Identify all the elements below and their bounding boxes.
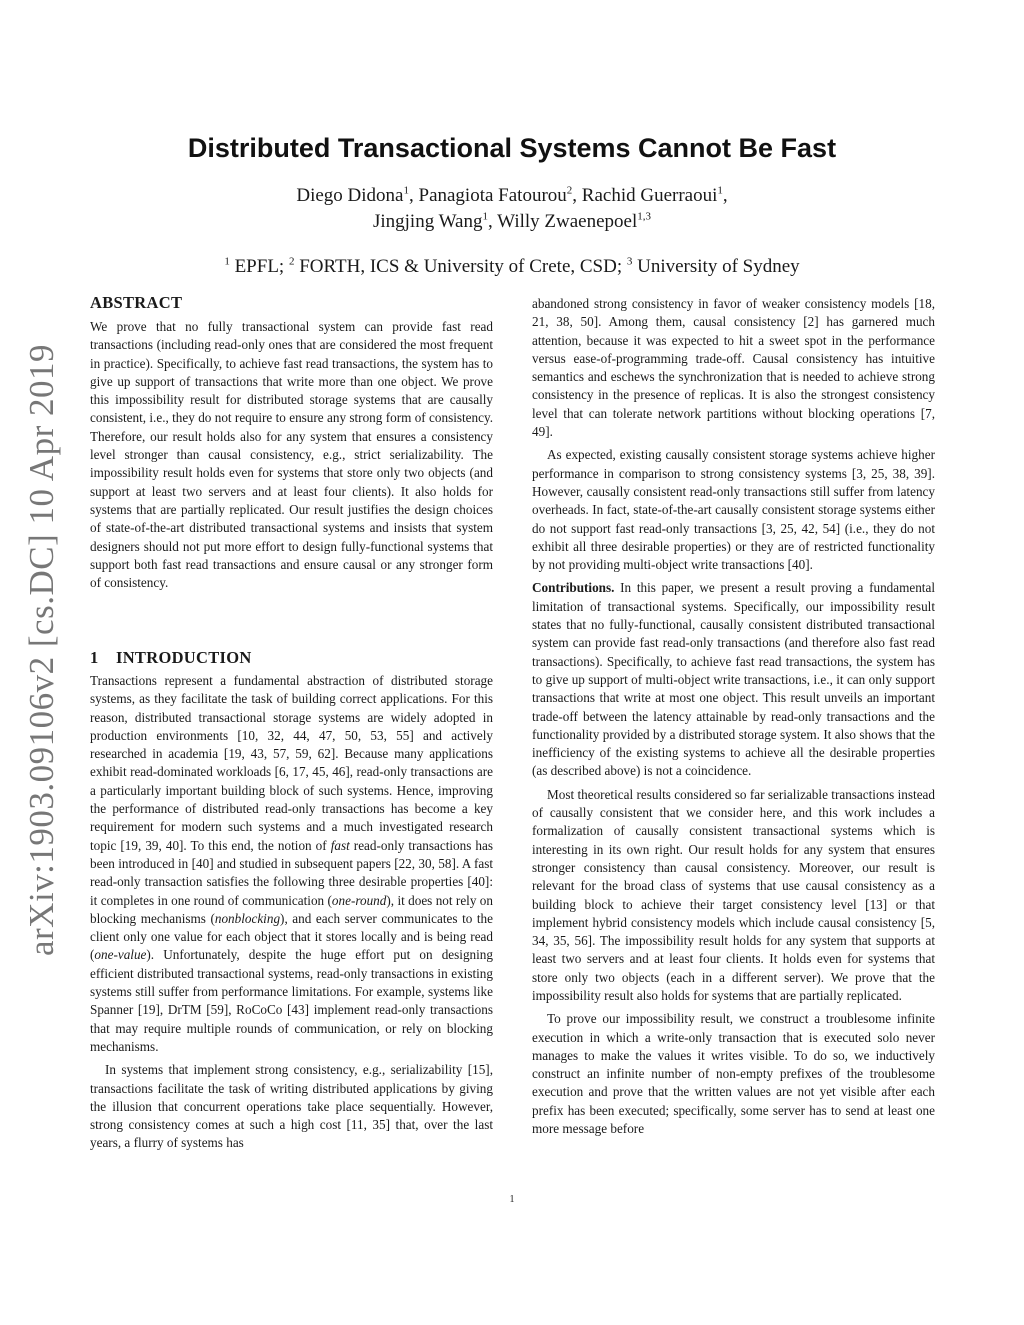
affiliation-list [0, 256, 1024, 278]
contributions-label: Contributions. [532, 580, 615, 596]
right-paragraph-1: abandoned strong consistency in favor of weaker consistency models [18, 21, 38, 50]. Among them, causal consistency [2] has garnered much attention, because it was expected to hit a sweet spot in the performance versus ease-of-programming trade-off. Causal consistency has intuitive semantics and eschews the synchronization that is needed to achieve strong consistency in the presence of replicas. It is also the strongest consistency level that can tolerate network partitions without blocking operations [7, 49]. [532, 296, 935, 440]
affiliation-mark: 3 [626, 255, 633, 268]
introduction-paragraph-2: In systems that implement strong consistency, e.g., serializability [15], transactions facilitate the task of writing distributed applications by giving the illusion that concurrent operations take place sequentially. However, strong consistency comes at such a high cost [11, 35] that, over the last years, a flurry of systems has [90, 1062, 493, 1151]
right-column [532, 295, 935, 1138]
right-paragraph-5: To prove our impossibility result, we construct a troublesome infinite execution in which a write-only transaction that is executed solo never manages to make the values it writes visible. To do so, we inductively construct an infinite number of non-empty prefixes of the troublesome execution and prove that the written values are not yet visible after each prefix has been executed; specifically, some server has to send at least one more message before [532, 1011, 935, 1137]
section-number: 1 [90, 648, 99, 667]
author-name: Willy Zwaenepoel [497, 211, 638, 232]
affiliation-name: FORTH, ICS & University of Crete, CSD; [299, 256, 623, 277]
emphasis-fast: fast [330, 837, 350, 853]
author-name: Jingjing Wang [372, 211, 483, 232]
author-affiliation-mark: 2 [566, 184, 573, 197]
emphasis-nonblocking: nonblocking [214, 910, 281, 926]
author-affiliation-mark: 1 [482, 210, 488, 223]
author-list [0, 183, 1024, 235]
author-line-1: Diego Didona$^1$, Panagiota Fatourou$^2$, Rachid Guerraoui$^1$, [296, 184, 728, 206]
arxiv-identifier: arXiv:1903.09106v2 [cs.DC] 10 Apr 2019 [22, 343, 61, 957]
author-line-2: Jingjing Wang$^1$, Willy Zwaenepoel$^{1,3}$ [372, 210, 651, 232]
author-name: Rachid Guerraoui [581, 185, 718, 206]
page-number: 1 [509, 1194, 515, 1205]
author-name: Panagiota Fatourou [418, 185, 567, 206]
paper-title: Distributed Transactional Systems Cannot Be Fast [187, 133, 837, 163]
contributions-paragraph: Contributions. In this paper, we present a result proving a fundamental limitation of transactional systems. Specifically, our impossibility result states that no fully-functional, causally consistent distributed transactional system can provide fast read-only transactions (and therefore also fast read transactions). Specifically, to achieve fast read transactions, the system has to give up support of multi-object write transactions, i.e., it can only support transactions that write at most one object. This result unveils an important trade-off between the latency attainable by read-only transactions and the functionality provided by a distributed storage system. It also shows that the inefficiency of the existing systems to achieve all the desirable properties (as described above) is not a coincidence. [532, 580, 935, 779]
author-name: Diego Didona [296, 185, 404, 206]
affiliation-name: University of Sydney [637, 256, 800, 277]
affiliation-mark: 1 [224, 255, 230, 268]
affiliation-name: EPFL; [234, 256, 285, 277]
emphasis-one-value: one-value [94, 947, 147, 963]
abstract-body [90, 318, 493, 592]
author-affiliation-mark: 1 [717, 184, 723, 197]
author-affiliation-mark: 1,3 [637, 210, 651, 223]
right-paragraph-4: Most theoretical results considered so far serializable transactions instead of causally consistent that we consider here, and this work includes a formalization of causally consistent transactional systems which is interesting in its own right. Our result holds for any system that ensures stronger consistency than causal consistency. Moreover, our result is relevant for the broad class of systems that use causal consistency as a building block to achieve their target consistency level [13] or that implement hybrid consistency models which include causal consistency [5, 34, 35, 56]. The impossibility result holds for any system that supports at least two servers and at least four clients. It holds even for systems that store only two objects (each in a different server). We prove that the impossibility result also holds for systems that are partially replicated. [532, 786, 935, 1003]
arxiv-sidebar [12, 330, 72, 970]
introduction-heading [90, 648, 252, 668]
abstract-paragraph: We prove that no fully transactional system can provide fast read transactions (including read-only ones that are considered the most frequent in practice). Specifically, to achieve fast read transactions, the system has to give up support of transactions that write more than one object. We prove this impossibility result for distributed storage systems that are causally consistent, i.e., they do not require to ensure any strong form of consistency. Therefore, our result holds also for any system that ensures a consistency level stronger than causal consistency, e.g., strict serializability. The impossibility result holds even for systems that store only two objects (and support at least two servers and at least four clients). It also holds for systems that are partially replicated. Our result justifies the design choices of state-of-the-art distributed transactional systems and insists that system designers should not put more effort to design fully-functional systems that support both fast read transactions and ensure causal or any stronger form of consistency. [90, 319, 493, 591]
emphasis-one-round: one-round [331, 892, 387, 908]
right-paragraph-2: As expected, existing causally consistent storage systems achieve higher performance in comparison to strong consistency systems [3, 25, 38, 39]. However, causally consistent read-only transactions still suffer from latency overheads. In fact, state-of-the-art causally consistent storage systems either do not support fast read-only transactions [3, 25, 42, 54] (i.e., they do not exhibit all three desirable properties) or they are of restricted functionality by not providing multi-object write transactions [40]. [532, 447, 935, 573]
abstract-heading: ABSTRACT [90, 293, 183, 312]
introduction-paragraph-1: Transactions represent a fundamental abstraction of distributed storage systems, as they facilitate the task of building correct applications. For this reason, distributed transactional storage systems are widely adopted in production environments [10, 32, 44, 47, 50, 53, 55] and actively researched in academia [19, 43, 57, 59, 62]. Because many applications exhibit read-dominated workloads [6, 17, 45, 46], read-only transactions are a particularly important building block of such systems. Hence, improving the performance of distributed read-only transactions has become a key requirement for modern such systems and a much investigated research topic [19, 39, 40]. To this end, the notion of fast read-only transactions has been introduced in [40] and studied in subsequent papers [22, 30, 58]. A fast read-only transaction satisfies the following three desirable properties [40]: it completes in one round of communication (one-round), it does not rely on blocking mechanisms (nonblocking), and each server communicates to the client only one value for each object that it stores locally and is being read (one-value). Unfortunately, despite the huge effort put on designing efficient distributed transactional systems, read-only transactions in existing systems still suffer from performance limitations. For example, systems like Spanner [19], DrTM [59], RoCoCo [43] implement read-only transactions that may require multiple rounds of communication, or rely on blocking mechanisms. [90, 673, 493, 1054]
author-affiliation-mark: 1 [403, 184, 409, 197]
affiliation-mark: 2 [288, 255, 295, 268]
section-title: INTRODUCTION [116, 648, 252, 667]
introduction-body [90, 672, 493, 1153]
